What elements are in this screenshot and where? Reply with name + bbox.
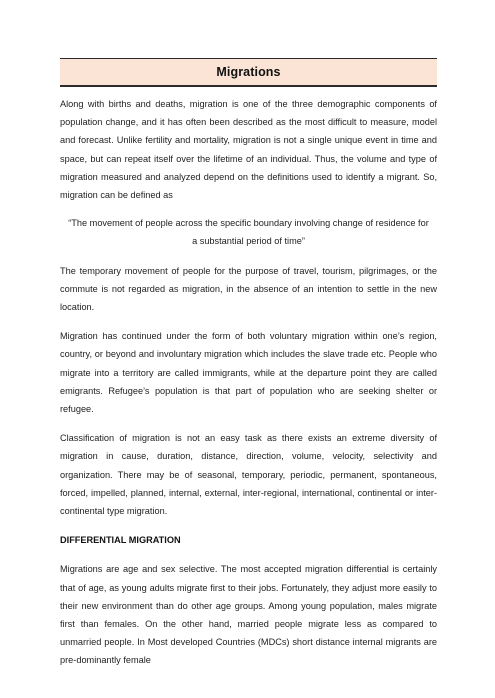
section-heading-differential-migration: DIFFERENTIAL MIGRATION: [60, 535, 181, 546]
classification-paragraph: Classification of migration is not an easy task as there exists an extreme diversity of migration in cause, duration, distance, direction, volume, velocity, selectivity and organization. There may be of seasonal, temporary, periodic, permanent, spontaneous, forced, impelled, planned, internal, external, inter-regional, international, continental or inter-continental type migration.: [60, 433, 437, 517]
definition-quote: “The movement of people across the specific boundary involving change of residence for a substantial period of time”: [68, 218, 429, 247]
title-banner: [60, 58, 437, 87]
differential-migration-paragraph: Migrations are age and sex selective. The most accepted migration differential is certainly that of age, as young adults migrate first to their jobs. Fortunately, they adjust more easily to their new environment than do other age groups. Among young population, males migrate first than females. On the other hand, married people migrate less as compared to unmarried people. In Most developed Countries (MDCs) short distance internal migrants are pre-dominantly female: [60, 564, 437, 666]
voluntary-involuntary-paragraph: Migration has continued under the form of both voluntary migration within one’s region, country, or beyond and involuntary migration which includes the slave trade etc. People who migrate into a territory are called immigrants, while at the departure point they are called emigrants. Refugee’s population is that part of population who are seeking shelter or refugee.: [60, 331, 437, 415]
temporary-movement-paragraph: The temporary movement of people for the purpose of travel, tourism, pilgrimages, or the commute is not regarded as migration, in the absence of an intention to settle in the new location.: [60, 265, 437, 313]
document-page: [0, 58, 495, 698]
intro-paragraph: Along with births and deaths, migration is one of the three demographic components of population change, and it has often been described as the most difficult to measure, model and forecast. Unlike fertility and mortality, migration is not a single unique event in time and space, but can repeat itself over the lifetime of an individual. Thus, the volume and type of migration measured and analyzed depend on the definitions used to identify a migrant. So, migration can be defined as: [60, 99, 437, 201]
page-title: Migrations: [216, 65, 281, 79]
